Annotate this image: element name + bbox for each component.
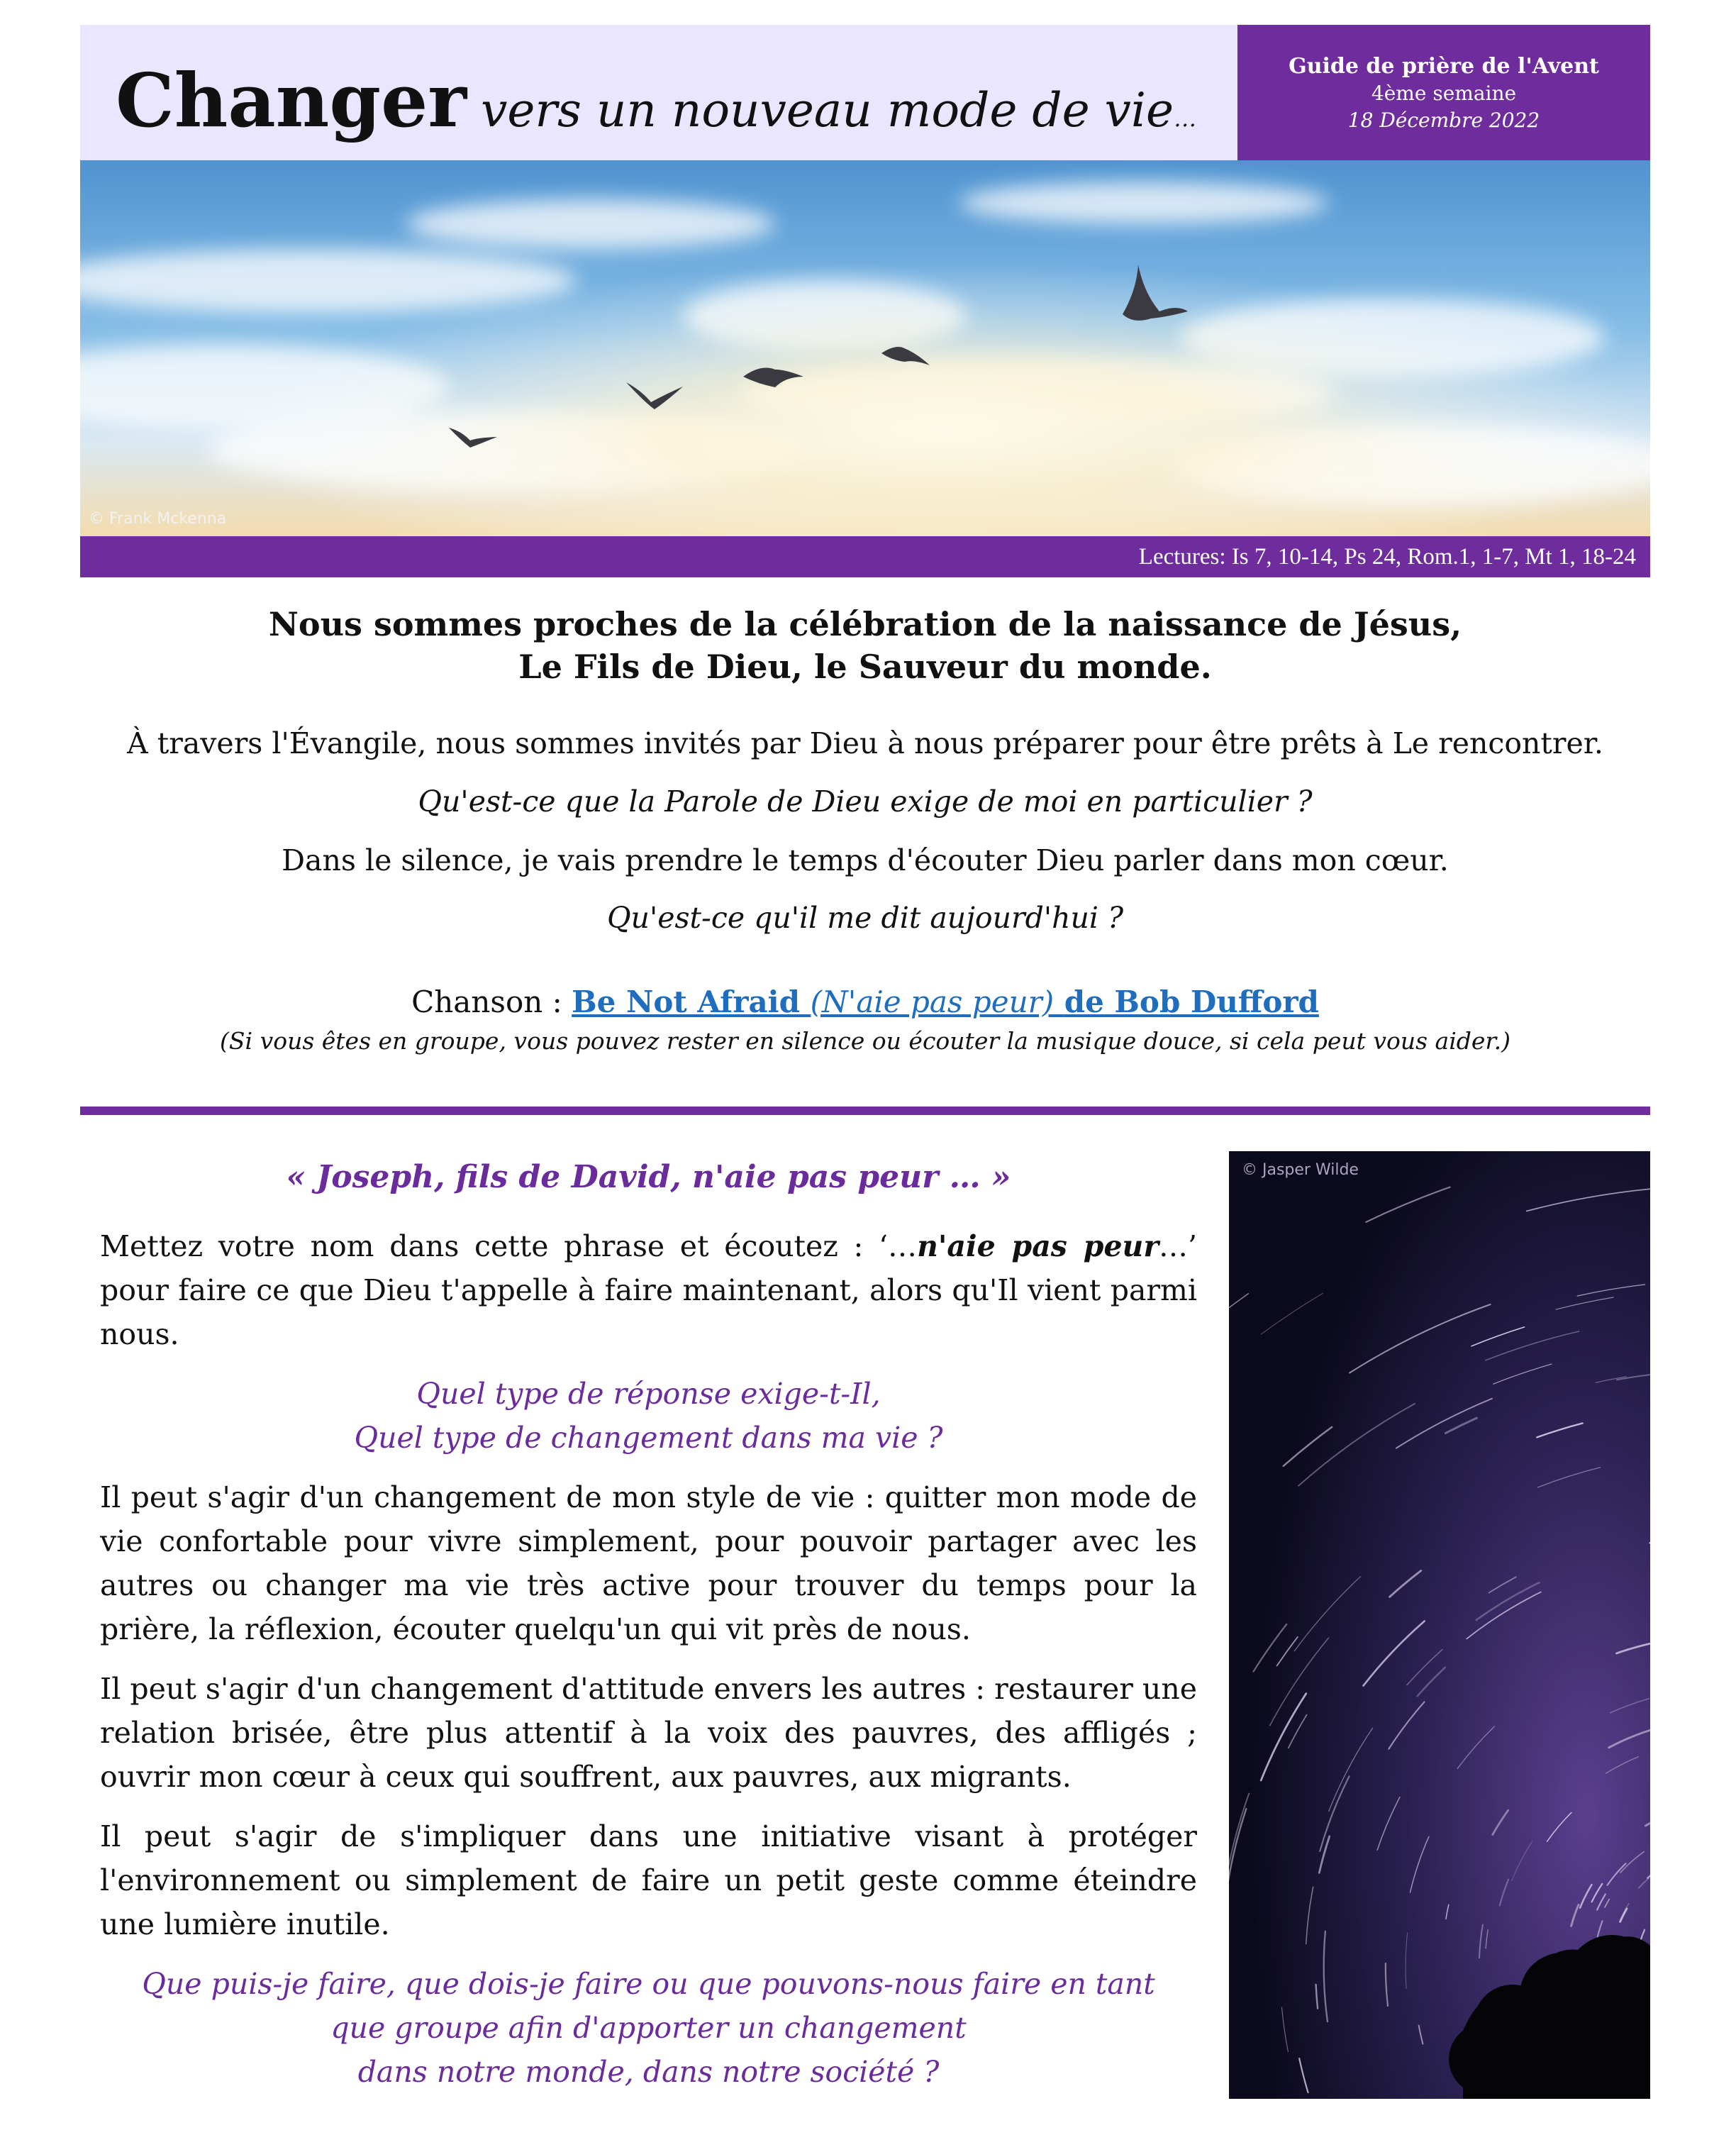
intro-line4: Qu'est-ce qu'il me dit aujourd'hui ? [606,901,1124,935]
song-title: Be Not Afraid [572,985,801,1019]
week-label: 4ème semaine [1371,82,1517,105]
star-trails-image [1229,1151,1650,2099]
paragraph-4: Il peut s'agir de s'impliquer dans une initiative visant à protéger l'environnement ou simplement de faire un petit geste comme éteindre une lumière inutile. [100,1819,1197,1941]
star-trails-illustration [1229,1151,1650,2099]
gospel-quote: « Joseph, fils de David, n'aie pas peur … » [286,1159,1011,1195]
hero-sky-image [80,160,1650,536]
p1-part-a: Mettez votre nom dans cette phrase et écoutez : ‘… [100,1229,918,1263]
intro-heading-line2: Le Fils de Dieu, le Sauveur du monde. [518,648,1212,686]
stars-photo-credit: © Jasper Wilde [1242,1161,1359,1179]
lectures-bar: Lectures: Is 7, 10-14, Ps 24, Rom.1, 1-7, Mt 1, 18-24 [80,536,1650,577]
guide-label: Guide de prière de l'Avent [1289,54,1599,79]
header-title-panel [80,25,1237,160]
song-prefix: Chanson : [411,985,572,1019]
intro-line3: Dans le silence, je vais prendre le temps d'écouter Dieu parler dans mon cœur. [282,843,1449,877]
intro-heading [80,603,1650,688]
intro-line2: Qu'est-ce que la Parole de Dieu exige de moi en particulier ? [418,784,1313,819]
p1-part-c: …’ pour faire ce que Dieu t'appelle à faire maintenant, alors qu'Il vient parmi nous. [100,1229,1197,1351]
paragraph-2: Il peut s'agir d'un changement de mon style de vie : quitter mon mode de vie confortable pour vivre simplement, pour pouvoir partager avec les autres ou changer ma vie très active pour trouver du temps pour la prière, la réflexion, écouter quelqu'un qui vit près de nous. [100,1480,1197,1646]
question-2-line3: dans notre monde, dans notre société ? [357,2055,940,2089]
question-1 [100,1372,1197,1460]
intro-heading-line1: Nous sommes proches de la célébration de la naissance de Jésus, [268,605,1462,643]
sky-illustration [80,160,1650,536]
date-label: 18 Décembre 2022 [1347,109,1540,132]
question-2-line1: Que puis-je faire, que dois-je faire ou que pouvons-nous faire en tant [142,1967,1155,2001]
paragraph-1 [100,1224,1197,1356]
question-1-line1: Quel type de réponse exige-t-Il, [416,1377,881,1411]
paragraph-3: Il peut s'agir d'un changement d'attitude envers les autres : restaurer une relation brisée, être plus attentif à la voix des pauvres, des affligés ; ouvrir mon cœur à ceux qui souffrent, aux pauvres, aux migrants. [100,1672,1197,1794]
section-divider [80,1107,1650,1115]
song-author: de Bob Dufford [1064,985,1319,1019]
title-main: Changer [116,57,467,144]
song-line [80,983,1650,1021]
question-1-line2: Quel type de changement dans ma vie ? [354,1421,943,1455]
song-link[interactable] [572,985,1319,1019]
header-info-panel [1237,25,1650,160]
title-sub: vers un nouveau mode de vie [481,83,1174,138]
hero-photo-credit: © Frank Mckenna [89,510,227,528]
intro-line1: À travers l'Évangile, nous sommes invités par Dieu à nous préparer pour être prêts à Le rencontrer. [127,726,1603,760]
question-2-line2: que groupe afin d'apporter un changement [330,2011,967,2045]
song-note: (Si vous êtes en groupe, vous pouvez rester en silence ou écouter la musique douce, si cela peut vous aider.) [220,1027,1510,1055]
reflection-column [100,1156,1197,2109]
title-ellipsis: … [1174,105,1197,132]
question-2 [100,1962,1197,2094]
song-translation: (N'aie pas peur) [810,985,1055,1019]
p1-emphasis: n'aie pas peur [917,1229,1159,1263]
page-title [116,57,1196,144]
